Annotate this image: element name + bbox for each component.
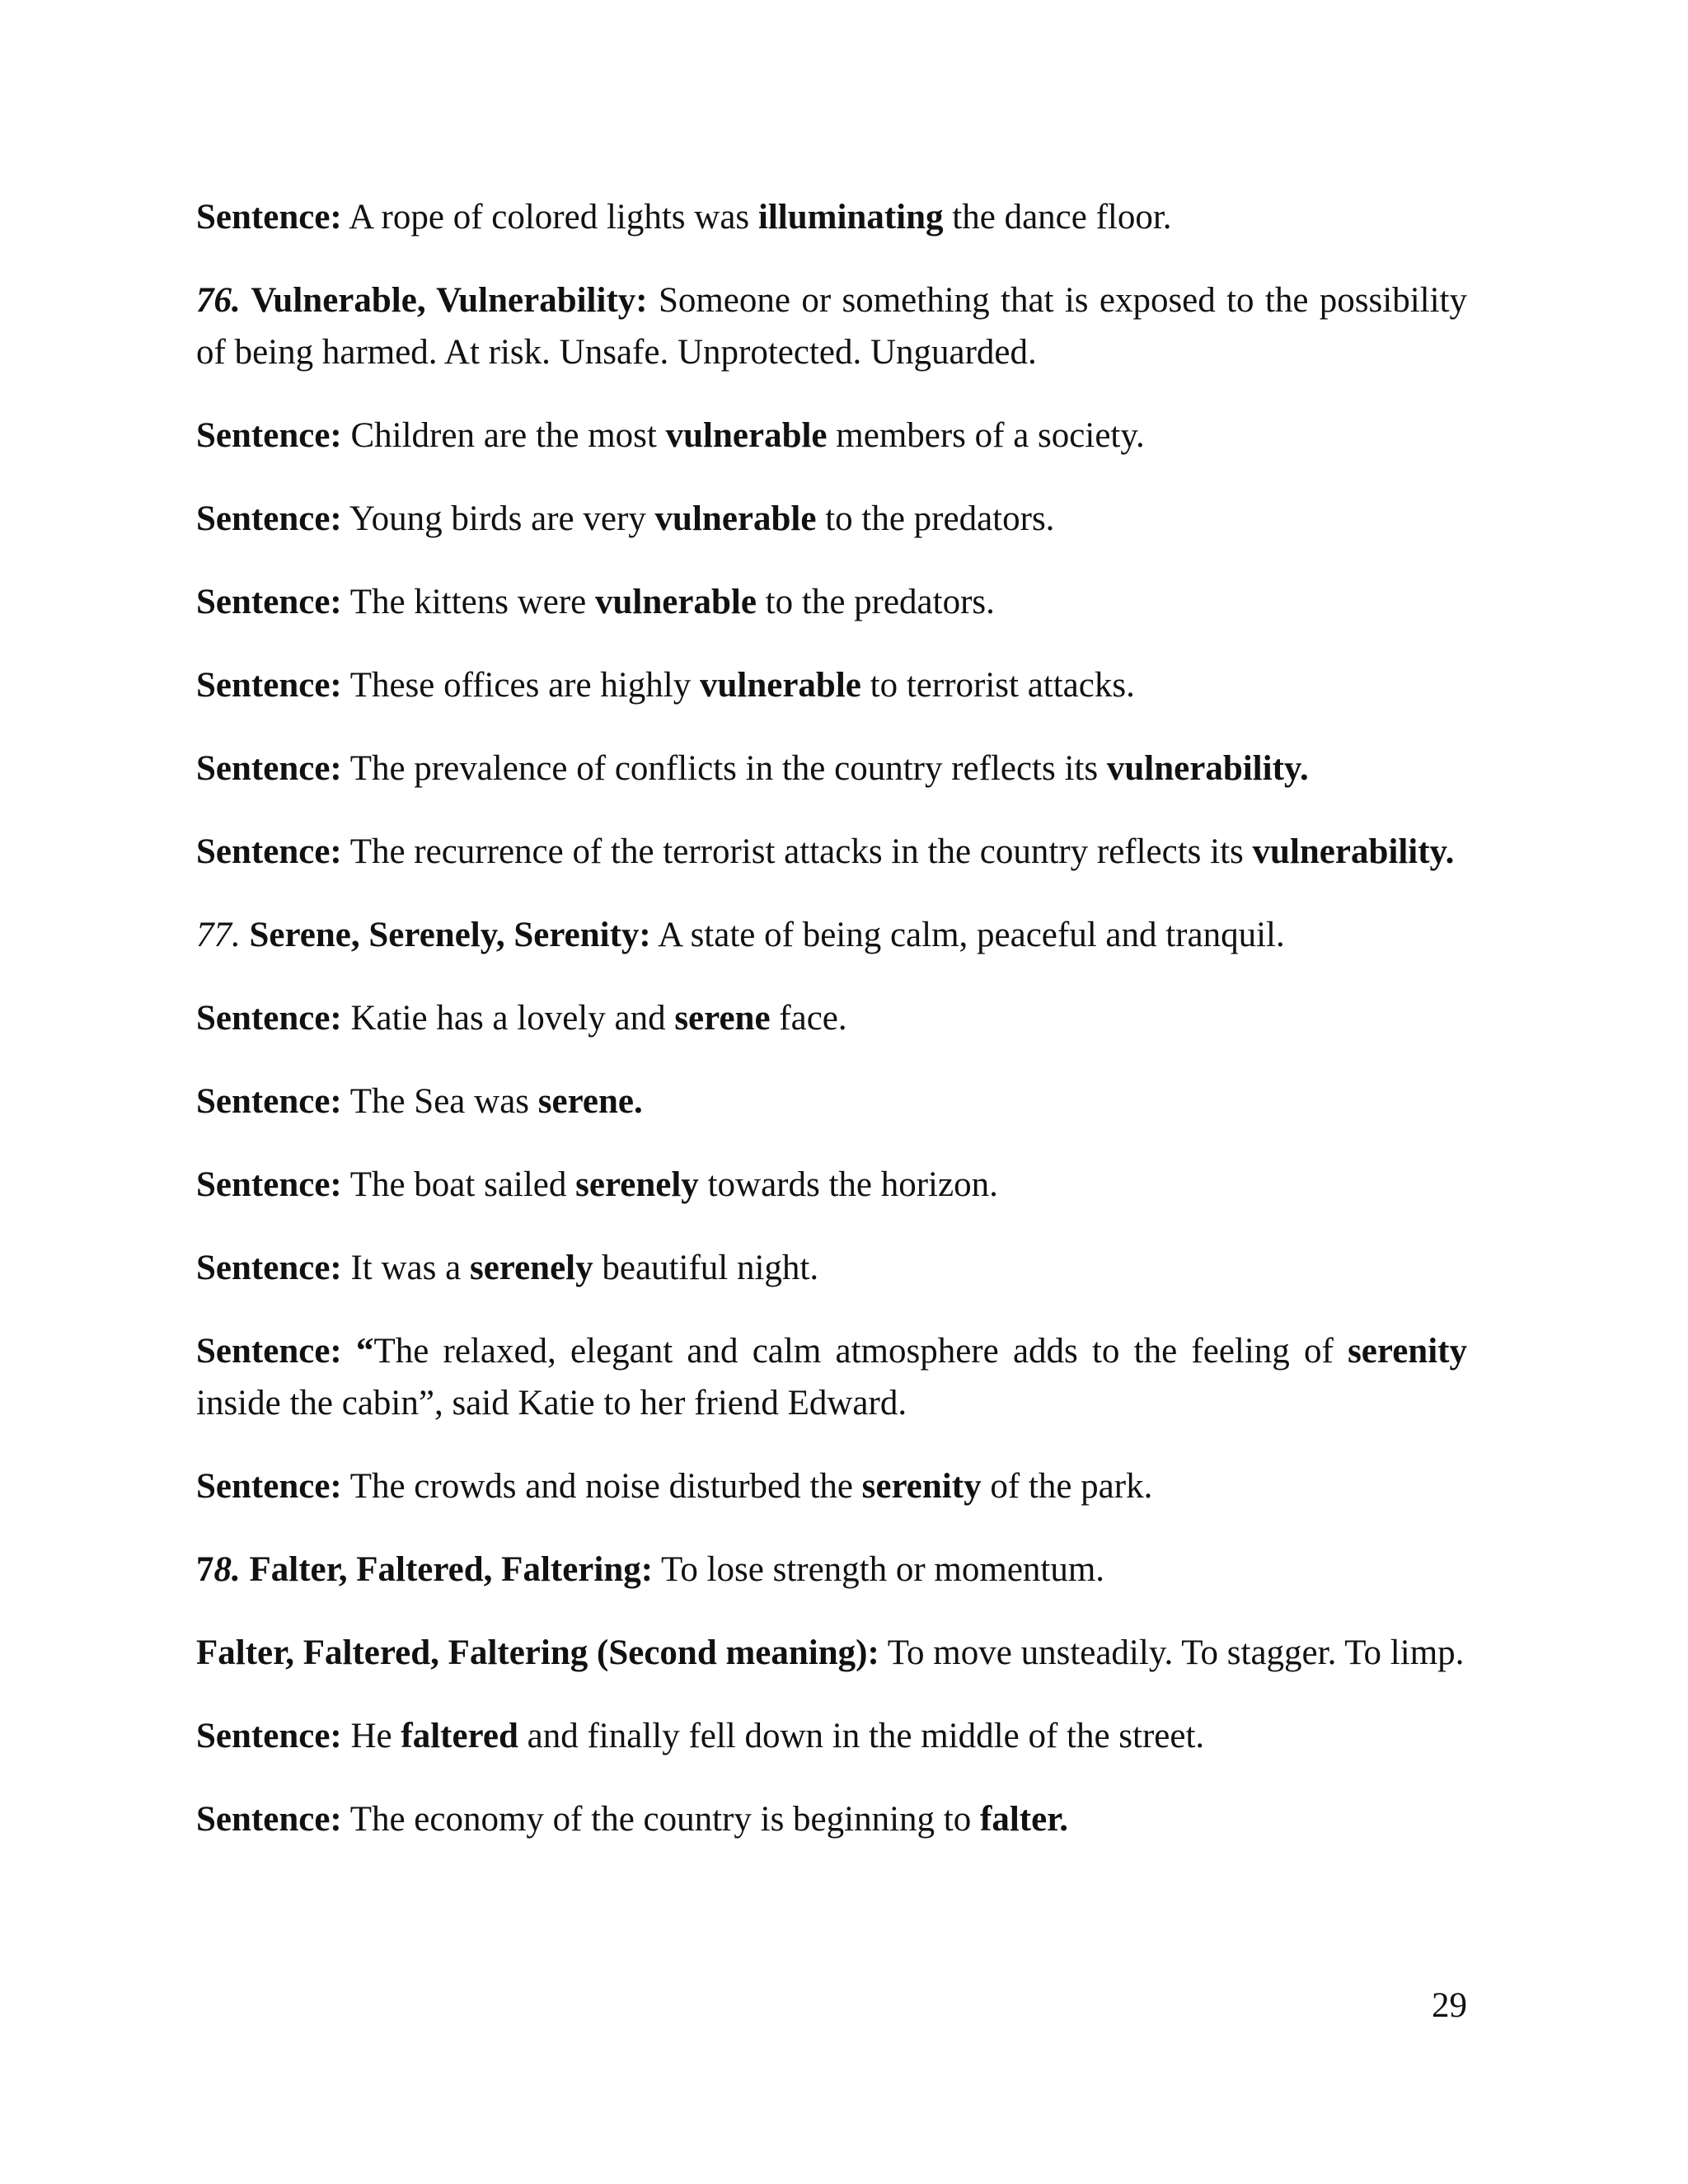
sentence-label: Sentence: (196, 583, 342, 621)
keyword: vulnerable (699, 666, 861, 705)
entry-78-second-meaning (196, 1627, 1467, 1679)
keyword: vulnerable (595, 583, 757, 621)
keyword: illuminating (757, 198, 944, 237)
entry-definition: To lose strength or momentum. (653, 1550, 1105, 1589)
sentence-faltered: Sentence: He faltered and finally fell down in the middle of the street. (196, 1717, 1205, 1755)
keyword: serenely (575, 1165, 699, 1204)
sentence-label: Sentence: (196, 832, 342, 871)
entry-number: 7 (196, 1550, 214, 1589)
sentence-serenely-2: Sentence: It was a serenely beautiful night. (196, 1249, 819, 1287)
entry-term: Serene, Serenely, Serenity: (240, 916, 651, 954)
keyword: falter. (980, 1800, 1069, 1839)
sentence-label: Sentence: (196, 198, 342, 237)
keyword: serenity (1348, 1332, 1467, 1371)
sentence-vulnerable-3: Sentence: The kittens were vulnerable to the predators. (196, 583, 995, 621)
keyword: faltered (401, 1717, 518, 1755)
sentence-illuminating: Sentence: A rope of colored lights was illuminating the dance floor. (196, 198, 1172, 237)
entry-number-suffix: 8. (213, 1550, 241, 1589)
sentence-label: Sentence: (196, 416, 342, 455)
keyword: vulnerable (654, 499, 817, 538)
sentence-label: Sentence: (196, 1717, 342, 1755)
entry-definition: To move unsteadily. To stagger. To limp. (879, 1633, 1465, 1672)
entry-definition: A state of being calm, peaceful and tranquil. (650, 916, 1285, 954)
sentence-vulnerable-2: Sentence: Young birds are very vulnerable to the predators. (196, 499, 1055, 538)
keyword: vulnerability. (1106, 749, 1309, 788)
sentence-label: Sentence: (196, 1249, 342, 1287)
sentence-serenely-1: Sentence: The boat sailed serenely towards the horizon. (196, 1165, 998, 1204)
sentence-vulnerable-1: Sentence: Children are the most vulnerable members of a society. (196, 416, 1145, 455)
sentence-label: Sentence: “ (196, 1332, 374, 1371)
page-number: 29 (1432, 1986, 1467, 2025)
entry-number: 77. (196, 916, 241, 954)
entry-term: Vulnerable, Vulnerability: (240, 281, 648, 320)
sentence-vulnerability-2: Sentence: The recurrence of the terrorist attacks in the country reflects its vulnerability. (196, 832, 1455, 871)
entry-77-serene (196, 909, 1467, 961)
sentence-label: Sentence: (196, 1800, 342, 1839)
sentence-label: Sentence: (196, 749, 342, 788)
sentence-serenity-1: Sentence: “The relaxed, elegant and calm atmosphere adds to the feeling of serenity inside the cabin”, said Katie to her friend Edward. (196, 1332, 1467, 1422)
keyword: serenity (861, 1467, 982, 1506)
sentence-serene-1: Sentence: Katie has a lovely and serene face. (196, 999, 847, 1038)
sentence-label: Sentence: (196, 1165, 342, 1204)
keyword: serenely (469, 1249, 593, 1287)
entry-number: 76. (196, 281, 241, 320)
sentence-label: Sentence: (196, 1082, 342, 1121)
keyword: serene. (537, 1082, 643, 1121)
keyword: serene (674, 999, 771, 1038)
keyword: vulnerability. (1252, 832, 1455, 871)
entry-term: Falter, Faltered, Faltering (Second meaning): (196, 1633, 879, 1672)
entry-term: Falter, Faltered, Faltering: (240, 1550, 654, 1589)
sentence-label: Sentence: (196, 999, 342, 1038)
sentence-serene-2: Sentence: The Sea was serene. (196, 1082, 643, 1121)
sentence-label: Sentence: (196, 499, 342, 538)
entry-definition: Someone or something that is exposed to the possibility of being harmed. At risk. Unsafe. Unprotected. Unguarded. (196, 281, 1467, 372)
sentence-vulnerability-1: Sentence: The prevalence of conflicts in the country reflects its vulnerability. (196, 749, 1309, 788)
sentence-vulnerable-4: Sentence: These offices are highly vulnerable to terrorist attacks. (196, 666, 1135, 705)
page-body (196, 191, 1467, 1877)
sentence-label: Sentence: (196, 1467, 342, 1506)
entry-76-vulnerable (196, 274, 1467, 378)
entry-78-falter (196, 1544, 1467, 1596)
sentence-falter: Sentence: The economy of the country is beginning to falter. (196, 1800, 1069, 1839)
sentence-serenity-2: Sentence: The crowds and noise disturbed the serenity of the park. (196, 1467, 1153, 1506)
sentence-label: Sentence: (196, 666, 342, 705)
keyword: vulnerable (665, 416, 828, 455)
